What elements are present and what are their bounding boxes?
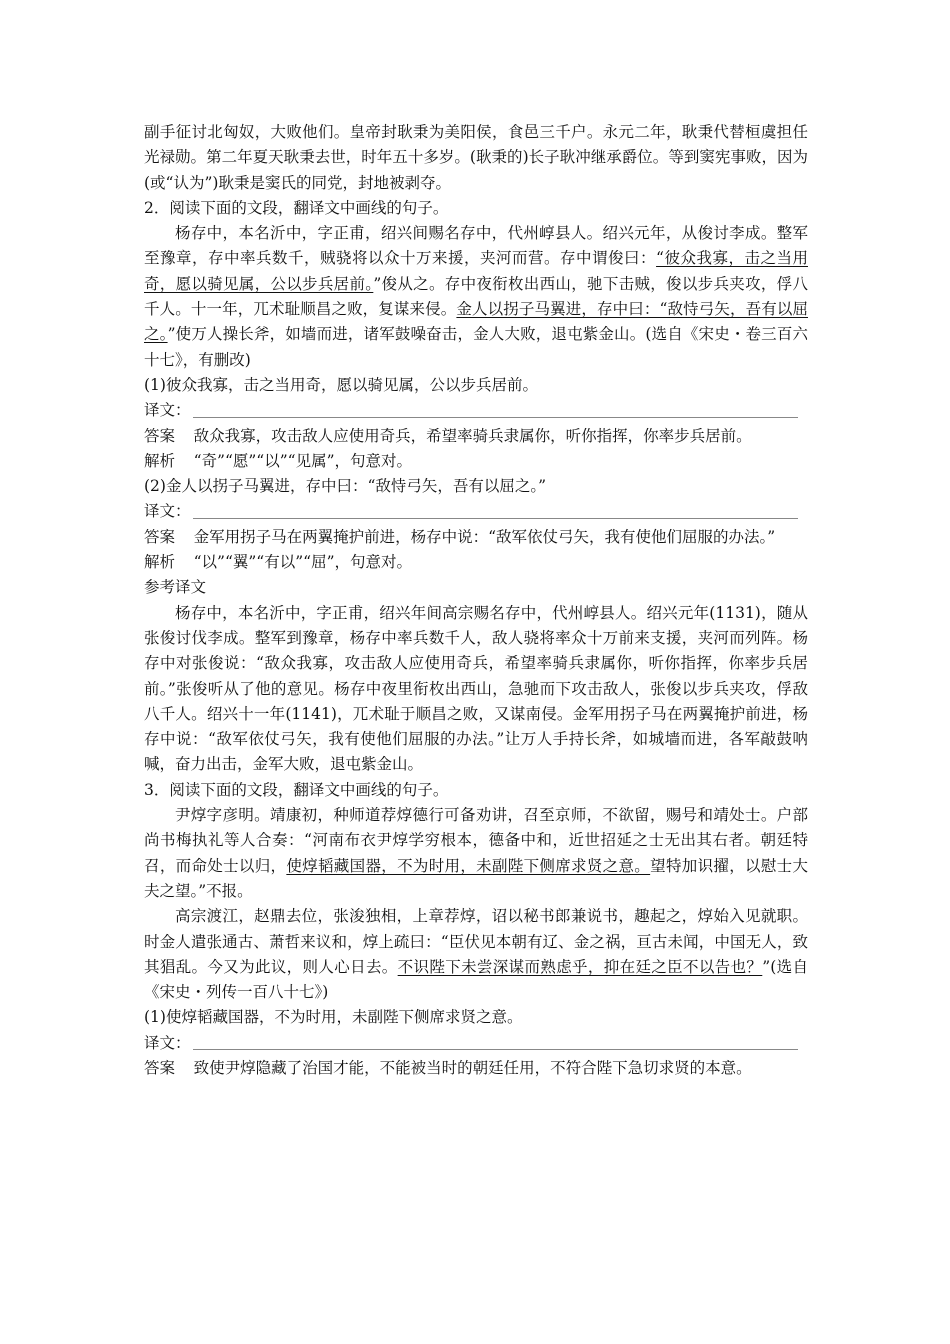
underlined-sentence-2: 不识陛下未尝深谋而熟虑乎，抑在廷之臣不以告也？ (397, 957, 763, 976)
q2-sentence-1: (1)彼众我寡，击之当用奇，愿以骑见属，公以步兵居前。 (144, 375, 538, 394)
q3-sentence-1: (1)使焞韬藏国器，不为时用，未副陛下侧席求贤之意。 (144, 1008, 523, 1027)
q3-passage-1 (144, 803, 808, 904)
translation-label: 译文： (144, 1033, 191, 1052)
passage-text: 望特加识擢，以慰士大夫之望。”不报。 (144, 856, 808, 900)
translation-label: 译文： (144, 401, 191, 420)
q2-analysis-2 (144, 550, 808, 575)
q2-passage (144, 221, 808, 373)
q2-translation-row-2 (144, 499, 808, 524)
underlined-sentence-1: 使焞韬藏国器，不为时用，未副陛下侧席求贤之意。 (286, 856, 651, 875)
answer-text: 金军用拐子马在两翼掩护前进，杨存中说：“敌军依仗弓矢，我有使他们屈服的办法。” (193, 527, 776, 546)
answer-blank-line[interactable] (193, 518, 798, 519)
underlined-sentence-1: “彼众我寡，击之当用奇，愿以骑见属，公以步兵居前。 (144, 249, 808, 293)
passage-text: ”(选自《宋史・列传一百八十七》) (144, 957, 808, 1002)
answer-blank-line[interactable] (193, 417, 798, 418)
analysis-label: 解析 (144, 451, 176, 470)
q3-title: 3．阅读下面的文段，翻译文中画线的句子。 (144, 780, 449, 799)
analysis-label: 解析 (144, 553, 176, 572)
answer-text: 敌众我寡，攻击敌人应使用奇兵，希望率骑兵隶属你，听你指挥，你率步兵居前。 (193, 426, 752, 445)
passage-text: ”俊从之。存中夜衔枚出西山，驰下击贼，俊以步兵夹攻，俘八千人。十一年，兀术耻顺昌之败，复谋来侵。 (144, 274, 808, 319)
passage-text: 高宗渡江，赵鼎去位，张浚独相，上章荐焞，诏以秘书郎兼说书，趣起之，焞始入见就职。时金人遣张通古、萧哲来议和，焞上疏曰：“臣伏见本朝有辽、金之祸，亘古未闻，中国无人，致其猖乱。今又为此议，则人心日去。 (144, 907, 808, 976)
q2-analysis-1 (144, 449, 808, 474)
q2-translation-row-1 (144, 398, 808, 423)
document-page (144, 120, 808, 1081)
answer-blank-line[interactable] (193, 1049, 798, 1050)
q3-translation-row-1 (144, 1031, 808, 1056)
passage-text: 尹焞字彦明。靖康初，种师道荐焞德行可备劝讲，召至京师，不欲留，赐号和靖处士。户部尚书梅执礼等人合奏：“河南布衣尹焞学穷根本，德备中和，近世招延之士无出其右者。朝廷特召，而命处士以归， (144, 806, 808, 875)
q2-answer-1 (144, 424, 808, 449)
q2-title: 2．阅读下面的文段，翻译文中画线的句子。 (144, 198, 449, 217)
q2-sentence-2: (2)金人以拐子马翼进，存中曰：“敌恃弓矢，吾有以屈之。” (144, 477, 547, 496)
reference-translation: 杨存中，本名沂中，字正甫，绍兴年间高宗赐名存中，代州崞县人。绍兴元年(1131)，随从张俊讨伐李成。整军到豫章，杨存中率兵数千人，敌人骁将率众十万前来支援，夹河而列阵。杨存中对张俊说：“敌众我寡，攻击敌人应使用奇兵，希望率骑兵隶属你，听你指挥，你率步兵居前。”张俊听从了他的意见。杨存中夜里衔枚出西山，急驰而下攻击敌人，张俊以步兵夹攻，俘敌八千人。绍兴十一年(1141)，兀术耻于顺昌之败，又谋南侵。金军用拐子马在两翼掩护前进，杨存中说：“敌军依仗弓矢，我有使他们屈服的办法。”让万人手持长斧，如城墙而进，各军敲鼓呐喊，奋力出击，金军大败，退屯紫金山。 (144, 603, 808, 774)
translation-label: 译文： (144, 502, 191, 521)
analysis-text: “以”“翼”“有以”“屈”，句意对。 (193, 553, 413, 572)
intro-paragraph: 副手征讨北匈奴，大败他们。皇帝封耿秉为美阳侯，食邑三千户。永元二年，耿秉代替桓虞担任光禄勋。第二年夏天耿秉去世，时年五十多岁。(耿秉的)长子耿冲继承爵位。等到窦宪事败，因为(或“认为”)耿秉是窦氏的同党，封地被剥夺。 (144, 123, 808, 192)
answer-label: 答案 (144, 426, 176, 445)
q3-passage-2 (144, 904, 808, 1005)
answer-label: 答案 (144, 1058, 176, 1077)
passage-text: ”使万人操长斧，如墙而进，诸军鼓噪奋击，金人大败，退屯紫金山。(选自《宋史・卷三百六十七》，有删改) (144, 325, 808, 369)
underlined-sentence-2: 金人以拐子马翼进，存中曰：“敌恃弓矢，吾有以屈之。 (144, 300, 808, 344)
analysis-text: “奇”“愿”“以”“见属”，句意对。 (193, 451, 413, 470)
passage-text: 杨存中，本名沂中，字正甫，绍兴间赐名存中，代州崞县人。绍兴元年，从俊讨李成。整军至豫章，存中率兵数千，贼骁将以众十万来援，夹河而营。存中谓俊曰： (144, 224, 808, 268)
answer-label: 答案 (144, 527, 176, 546)
q3-answer-1 (144, 1056, 808, 1081)
answer-text: 致使尹焞隐藏了治国才能，不能被当时的朝廷任用，不符合陛下急切求贤的本意。 (193, 1058, 752, 1077)
q2-answer-2 (144, 525, 808, 550)
reference-translation-title: 参考译文 (144, 578, 207, 597)
